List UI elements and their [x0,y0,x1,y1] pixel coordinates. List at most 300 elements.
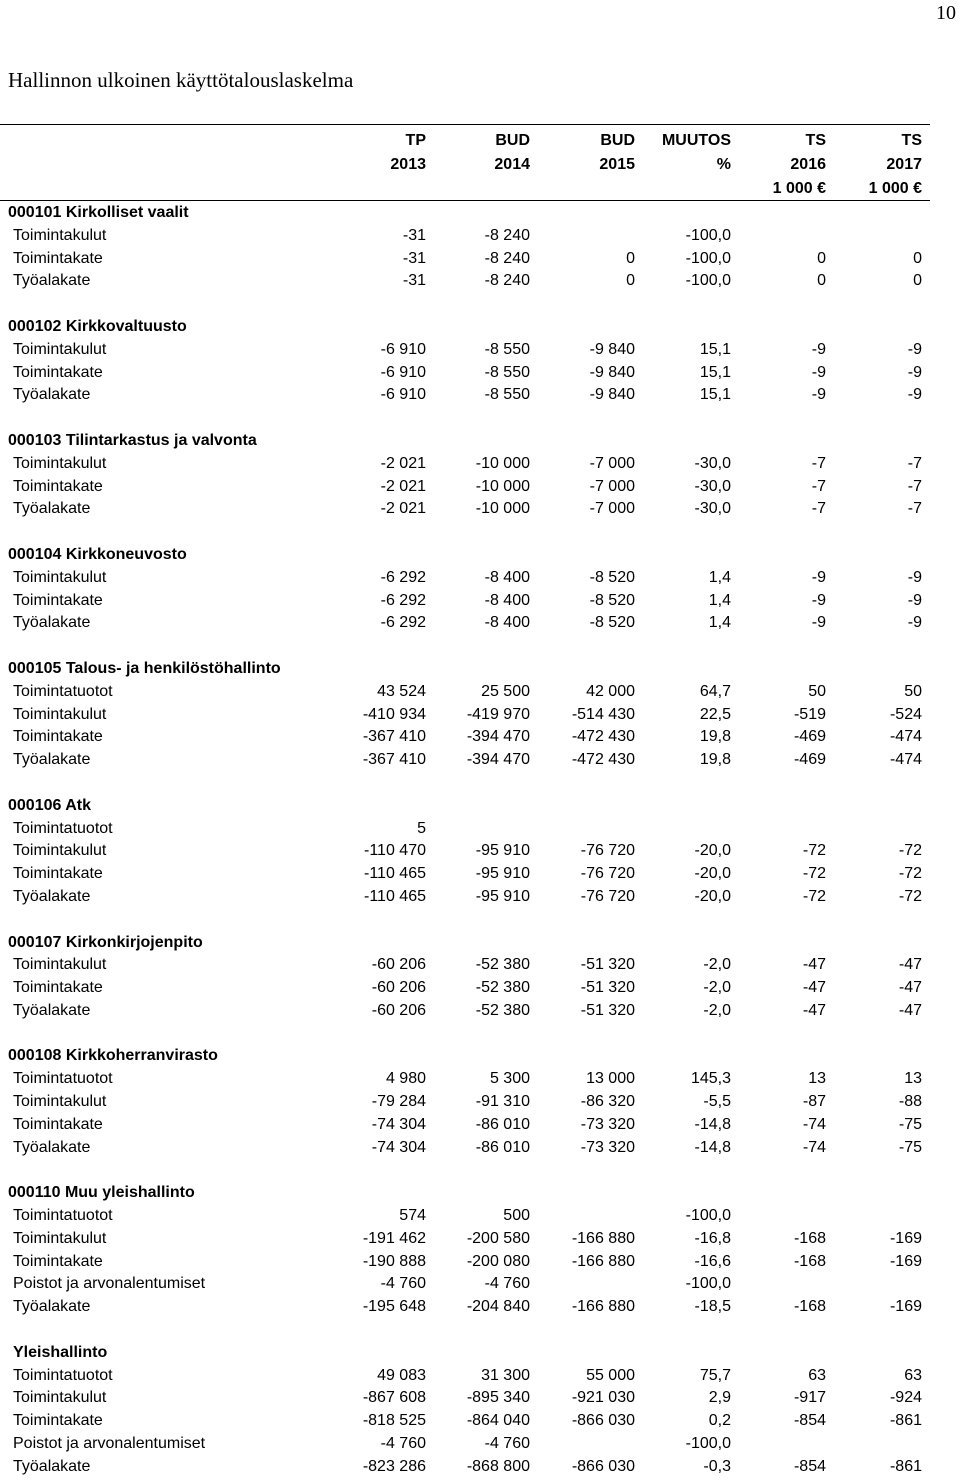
cell-muutos-percent: 2,9 [708,1389,731,1407]
cell-ts-2017: -47 [898,956,922,974]
cell-muutos-percent: 22,5 [699,705,731,723]
cell-tp-2013: -6 910 [380,386,426,404]
cell-bud-2014: -10 000 [475,500,530,518]
cell-bud-2015: -9 840 [589,386,635,404]
row-label: Toimintakulut [13,956,107,974]
cell-muutos-percent: 19,8 [699,751,731,769]
cell-muutos-percent: -20,0 [694,842,731,860]
row-spacer [0,1023,930,1046]
cell-tp-2013: -60 206 [371,979,426,997]
cell-bud-2015: -86 320 [580,1093,635,1111]
row-label: Poistot ja arvonalentumiset [13,1275,206,1293]
cell-bud-2015: -866 030 [571,1412,635,1430]
cell-bud-2015: -7 000 [589,477,635,495]
section-heading-row [0,544,930,567]
cell-bud-2015: 13 000 [586,1070,635,1088]
cell-bud-2015: -76 720 [580,842,635,860]
cell-ts-2017: -88 [898,1093,922,1111]
table-row [0,840,930,863]
cell-muutos-percent: 1,4 [708,591,731,609]
cell-ts-2016: -168 [793,1298,826,1316]
cell-tp-2013: -867 608 [362,1389,426,1407]
section-heading-row [0,658,930,681]
cell-muutos-percent: 15,1 [699,340,731,358]
cell-tp-2013: -4 760 [380,1275,426,1293]
header-unit-2016: 1 000 € [772,180,826,197]
header-tp: TP [405,132,426,149]
cell-ts-2016: 0 [817,249,826,267]
table-row [0,1456,930,1479]
cell-ts-2017: -72 [898,865,922,883]
cell-muutos-percent: 15,1 [699,386,731,404]
cell-ts-2016: -9 [811,340,826,358]
section-heading: 000110 Muu yleishallinto [8,1184,195,1202]
cell-bud-2014: -8 550 [484,363,530,381]
cell-muutos-percent: -14,8 [694,1115,731,1133]
row-label: Toimintakate [13,591,103,609]
cell-bud-2014: -8 550 [484,340,530,358]
header-bud-2015: BUD [600,132,635,149]
table-row [0,476,930,499]
header-row-1 [0,130,930,152]
section-heading-row [0,430,930,453]
row-label: Toimintakate [13,249,103,267]
cell-tp-2013: -31 [402,226,426,244]
budget-table-body [0,202,930,1479]
cell-ts-2016: -7 [811,500,826,518]
cell-ts-2017: -7 [907,500,922,518]
table-row [0,1000,930,1023]
cell-muutos-percent: -100,0 [685,249,731,267]
cell-bud-2015: -9 840 [589,340,635,358]
table-row [0,681,930,704]
cell-tp-2013: -4 760 [380,1435,426,1453]
cell-tp-2013: 5 [417,819,426,837]
cell-ts-2017: -861 [889,1457,922,1475]
cell-bud-2014: -8 400 [484,591,530,609]
cell-bud-2015: 0 [626,272,635,290]
row-label: Työalakate [13,1138,91,1156]
cell-bud-2015: -866 030 [571,1457,635,1475]
cell-bud-2014: -86 010 [475,1115,530,1133]
section-heading-row [0,1342,930,1365]
cell-muutos-percent: -100,0 [685,1207,731,1225]
row-label: Työalakate [13,1457,91,1475]
cell-bud-2015: -514 430 [571,705,635,723]
table-row [0,498,930,521]
table-row [0,453,930,476]
header-top-rule [0,124,930,125]
page-number: 10 [936,2,956,24]
cell-bud-2014: -895 340 [466,1389,530,1407]
section-heading-row [0,1182,930,1205]
cell-ts-2016: -47 [802,979,826,997]
cell-ts-2017: 50 [904,682,922,700]
cell-tp-2013: -2 021 [380,477,426,495]
cell-ts-2016: -9 [811,614,826,632]
cell-bud-2014: -8 400 [484,614,530,632]
cell-tp-2013: -110 465 [364,887,426,905]
header-muutos: MUUTOS [661,132,731,149]
row-label: Toimintakate [13,477,103,495]
section-heading: 000104 Kirkkoneuvosto [8,545,187,563]
table-row [0,1433,930,1456]
cell-ts-2016: -854 [793,1412,826,1430]
cell-muutos-percent: -14,8 [694,1138,731,1156]
cell-bud-2014: -8 550 [484,386,530,404]
cell-tp-2013: -60 206 [371,1001,426,1019]
cell-tp-2013: -190 888 [362,1252,426,1270]
cell-muutos-percent: 0,2 [708,1412,731,1430]
section-heading: 000101 Kirkolliset vaalit [8,204,189,221]
cell-ts-2017: -861 [889,1412,922,1430]
cell-ts-2017: -75 [898,1115,922,1133]
cell-bud-2014: -864 040 [466,1412,530,1430]
cell-muutos-percent: -100,0 [685,1435,731,1453]
cell-ts-2017: -9 [907,386,922,404]
cell-ts-2017: -169 [889,1229,922,1247]
cell-ts-2016: -519 [793,705,826,723]
cell-bud-2015: -73 320 [580,1138,635,1156]
cell-ts-2016: -74 [802,1138,826,1156]
cell-bud-2015: -921 030 [571,1389,635,1407]
table-row [0,1296,930,1319]
section-heading: 000108 Kirkkoherranvirasto [8,1047,218,1065]
row-label: Työalakate [13,614,91,632]
cell-ts-2016: 50 [808,682,826,700]
cell-ts-2016: 0 [817,272,826,290]
cell-tp-2013: -110 470 [364,842,426,860]
cell-muutos-percent: 145,3 [690,1070,731,1088]
row-label: Toimintakulut [13,1389,107,1407]
cell-ts-2016: 63 [808,1366,826,1384]
cell-tp-2013: 49 083 [377,1366,426,1384]
row-label: Toimintakulut [13,1093,107,1111]
row-label: Toimintakate [13,1252,103,1270]
row-label: Toimintakulut [13,568,107,586]
section-heading: 000102 Kirkkovaltuusto [8,317,187,335]
cell-bud-2014: -95 910 [475,865,530,883]
row-spacer [0,407,930,430]
cell-bud-2015: -73 320 [580,1115,635,1133]
cell-ts-2017: -75 [898,1138,922,1156]
cell-ts-2017: -47 [898,1001,922,1019]
cell-bud-2015: -8 520 [589,591,635,609]
cell-tp-2013: -6 910 [380,340,426,358]
cell-ts-2017: 13 [904,1070,922,1088]
cell-ts-2017: -9 [907,591,922,609]
cell-tp-2013: -31 [402,272,426,290]
cell-ts-2016: -87 [802,1093,826,1111]
cell-ts-2016: -72 [802,865,826,883]
row-label: Toimintakate [13,1412,103,1430]
cell-bud-2015: -8 520 [589,568,635,586]
cell-ts-2016: -72 [802,842,826,860]
cell-muutos-percent: 19,8 [699,728,731,746]
table-row [0,225,930,248]
cell-ts-2016: -9 [811,386,826,404]
header-year-2016: 2016 [790,156,826,173]
page-title: Hallinnon ulkoinen käyttötalouslaskelma [8,68,354,92]
header-year-2015: 2015 [599,156,635,173]
cell-ts-2016: 13 [808,1070,826,1088]
row-label: Toimintatuotot [13,1366,113,1384]
row-label: Työalakate [13,887,91,905]
cell-ts-2016: -9 [811,591,826,609]
row-label: Toimintakate [13,865,103,883]
section-heading-row [0,1045,930,1068]
table-row [0,384,930,407]
cell-tp-2013: -6 292 [380,591,426,609]
cell-muutos-percent: -100,0 [685,272,731,290]
cell-tp-2013: 574 [399,1207,426,1225]
cell-tp-2013: -818 525 [362,1412,426,1430]
row-label: Toimintatuotot [13,1207,113,1225]
cell-muutos-percent: -30,0 [694,454,731,472]
table-row [0,1365,930,1388]
cell-bud-2014: -200 580 [466,1229,530,1247]
cell-bud-2015: -472 430 [571,751,635,769]
cell-ts-2016: -168 [793,1229,826,1247]
cell-tp-2013: 43 524 [377,682,426,700]
cell-bud-2014: -52 380 [475,979,530,997]
row-label: Toimintatuotot [13,819,113,837]
row-spacer [0,772,930,795]
cell-ts-2017: -524 [889,705,922,723]
header-year-2017: 2017 [886,156,922,173]
table-row [0,590,930,613]
table-row [0,567,930,590]
table-row [0,1137,930,1160]
cell-bud-2014: -868 800 [466,1457,530,1475]
table-row [0,1387,930,1410]
row-label: Toimintatuotot [13,682,113,700]
cell-bud-2015: -7 000 [589,454,635,472]
cell-ts-2016: -7 [811,454,826,472]
cell-bud-2015: 42 000 [586,682,635,700]
cell-ts-2016: -469 [793,728,826,746]
cell-tp-2013: 4 980 [385,1070,426,1088]
cell-bud-2015: -51 320 [580,956,635,974]
table-row [0,1228,930,1251]
table-row [0,954,930,977]
cell-bud-2014: -52 380 [475,1001,530,1019]
cell-bud-2014: -10 000 [475,477,530,495]
header-unit-2017: 1 000 € [868,180,922,197]
cell-muutos-percent: 1,4 [708,614,731,632]
cell-ts-2016: -917 [793,1389,826,1407]
cell-muutos-percent: -0,3 [703,1457,731,1475]
cell-muutos-percent: -100,0 [685,226,731,244]
cell-bud-2014: 25 500 [481,682,530,700]
table-row [0,270,930,293]
cell-bud-2015: 55 000 [586,1366,635,1384]
header-year-2013: 2013 [390,156,426,173]
section-heading: 000107 Kirkonkirjojenpito [8,933,203,951]
cell-bud-2014: -394 470 [466,751,530,769]
row-label: Toimintakulut [13,340,107,358]
cell-tp-2013: -74 304 [371,1115,426,1133]
table-row [0,749,930,772]
cell-tp-2013: -6 292 [380,614,426,632]
cell-bud-2015: -76 720 [580,887,635,905]
cell-bud-2014: 31 300 [481,1366,530,1384]
cell-ts-2017: -47 [898,979,922,997]
table-row [0,886,930,909]
cell-tp-2013: -60 206 [371,956,426,974]
cell-ts-2017: -7 [907,454,922,472]
table-row [0,863,930,886]
cell-ts-2017: -72 [898,887,922,905]
cell-muutos-percent: -5,5 [703,1093,731,1111]
cell-ts-2016: -47 [802,1001,826,1019]
cell-ts-2017: -169 [889,1252,922,1270]
cell-muutos-percent: -16,6 [694,1252,731,1270]
header-row-3 [0,178,930,200]
cell-tp-2013: -2 021 [380,500,426,518]
cell-bud-2015: -7 000 [589,500,635,518]
row-label: Työalakate [13,751,91,769]
cell-bud-2015: -472 430 [571,728,635,746]
cell-bud-2014: -8 240 [484,226,530,244]
cell-ts-2016: -72 [802,887,826,905]
cell-ts-2017: -9 [907,363,922,381]
table-row [0,248,930,271]
table-row [0,726,930,749]
table-row [0,1091,930,1114]
cell-bud-2014: -8 240 [484,249,530,267]
cell-bud-2015: -76 720 [580,865,635,883]
cell-muutos-percent: 1,4 [708,568,731,586]
cell-ts-2017: -9 [907,340,922,358]
section-heading: 000103 Tilintarkastus ja valvonta [8,431,257,449]
cell-muutos-percent: -2,0 [703,956,731,974]
row-spacer [0,293,930,316]
cell-ts-2017: -9 [907,568,922,586]
cell-tp-2013: -367 410 [362,751,426,769]
row-label: Toimintakate [13,363,103,381]
cell-bud-2015: -166 880 [571,1252,635,1270]
cell-ts-2016: -168 [793,1252,826,1270]
cell-tp-2013: -74 304 [371,1138,426,1156]
row-label: Toimintakulut [13,454,107,472]
section-heading-row [0,316,930,339]
cell-muutos-percent: -30,0 [694,477,731,495]
section-heading: 000105 Talous- ja henkilöstöhallinto [8,659,281,677]
cell-muutos-percent: 75,7 [699,1366,731,1384]
cell-bud-2014: -4 760 [484,1435,530,1453]
row-label: Työalakate [13,1001,91,1019]
cell-tp-2013: -195 648 [362,1298,426,1316]
header-percent: % [716,156,731,173]
row-spacer [0,635,930,658]
cell-bud-2015: 0 [626,249,635,267]
cell-ts-2017: -72 [898,842,922,860]
table-row [0,1251,930,1274]
cell-muutos-percent: -16,8 [694,1229,731,1247]
cell-muutos-percent: -20,0 [694,887,731,905]
header-ts-2017: TS [901,132,922,149]
row-label: Toimintakate [13,1115,103,1133]
cell-tp-2013: -6 292 [380,568,426,586]
cell-tp-2013: -2 021 [380,454,426,472]
table-row [0,818,930,841]
cell-ts-2017: -9 [907,614,922,632]
cell-ts-2016: -74 [802,1115,826,1133]
row-label: Toimintakulut [13,226,107,244]
row-label: Työalakate [13,272,91,290]
row-label: Työalakate [13,500,91,518]
cell-ts-2016: -854 [793,1457,826,1475]
row-spacer [0,909,930,932]
row-label: Toimintakate [13,979,103,997]
table-row [0,1205,930,1228]
cell-bud-2014: -204 840 [466,1298,530,1316]
section-heading: 000106 Atk [8,796,92,814]
cell-muutos-percent: 64,7 [699,682,731,700]
table-row [0,1114,930,1137]
cell-ts-2017: 0 [913,249,922,267]
cell-bud-2014: -394 470 [466,728,530,746]
cell-bud-2014: -8 240 [484,272,530,290]
cell-muutos-percent: 15,1 [699,363,731,381]
cell-bud-2014: -52 380 [475,956,530,974]
cell-tp-2013: -410 934 [362,705,426,723]
cell-ts-2016: -469 [793,751,826,769]
row-label: Poistot ja arvonalentumiset [13,1435,206,1453]
row-spacer [0,521,930,544]
table-row [0,339,930,362]
cell-bud-2014: -95 910 [475,842,530,860]
cell-bud-2014: -91 310 [475,1093,530,1111]
cell-ts-2016: -7 [811,477,826,495]
cell-bud-2014: -200 080 [466,1252,530,1270]
table-row [0,1273,930,1296]
cell-bud-2014: -95 910 [475,887,530,905]
cell-tp-2013: -367 410 [362,728,426,746]
header-ts-2016: TS [805,132,826,149]
row-spacer [0,1319,930,1342]
table-row [0,704,930,727]
section-heading-row [0,795,930,818]
row-spacer [0,1159,930,1182]
cell-tp-2013: -110 465 [364,865,426,883]
cell-tp-2013: -31 [402,249,426,267]
cell-ts-2016: -9 [811,568,826,586]
cell-ts-2016: -47 [802,956,826,974]
cell-ts-2017: -924 [889,1389,922,1407]
cell-bud-2014: 5 300 [489,1070,530,1088]
table-row [0,977,930,1000]
cell-bud-2015: -9 840 [589,363,635,381]
cell-tp-2013: -823 286 [362,1457,426,1475]
section-heading-row [0,202,930,225]
cell-bud-2014: -10 000 [475,454,530,472]
cell-muutos-percent: -2,0 [703,1001,731,1019]
cell-ts-2017: 63 [904,1366,922,1384]
cell-ts-2017: -169 [889,1298,922,1316]
cell-bud-2015: -166 880 [571,1229,635,1247]
cell-tp-2013: -191 462 [362,1229,426,1247]
cell-bud-2014: 500 [503,1207,530,1225]
cell-bud-2015: -51 320 [580,979,635,997]
cell-ts-2017: 0 [913,272,922,290]
row-label: Työalakate [13,1298,91,1316]
cell-muutos-percent: -18,5 [694,1298,731,1316]
cell-muutos-percent: -100,0 [685,1275,731,1293]
cell-muutos-percent: -2,0 [703,979,731,997]
cell-bud-2014: -8 400 [484,568,530,586]
